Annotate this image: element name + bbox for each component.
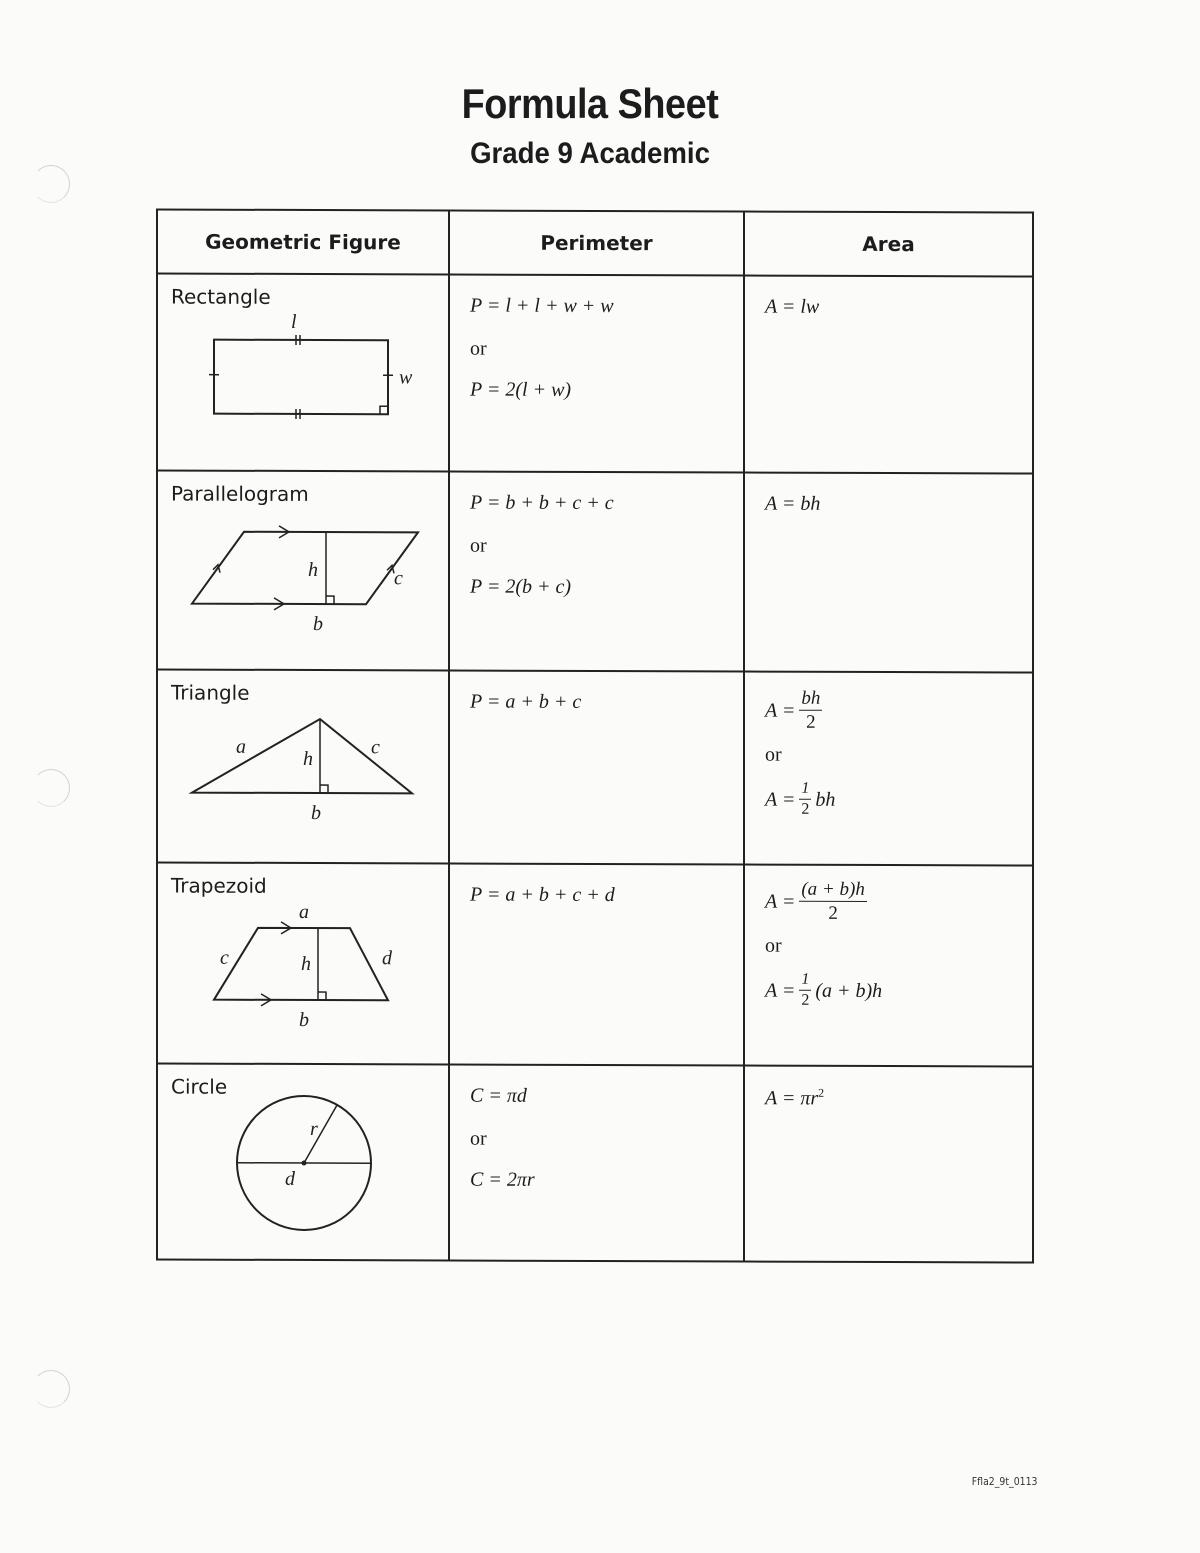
triangle-label-c: c	[371, 736, 380, 759]
triangle-area-tail: bh	[815, 788, 836, 811]
circle-circumference-formula-1: C = πd	[470, 1084, 527, 1107]
triangle-perimeter-formula: P = a + b + c	[470, 690, 582, 713]
parallelogram-diagram	[158, 471, 448, 669]
circle-area-base: A = πr	[765, 1087, 819, 1110]
parallelogram-perimeter-formula-2: P = 2(b + c)	[470, 575, 572, 598]
fraction-denominator: 2	[801, 800, 810, 818]
fraction-denominator: 2	[801, 991, 810, 1009]
rectangle-perimeter-or: or	[470, 337, 487, 360]
header-geometric-figure: Geometric Figure	[157, 209, 449, 274]
trapezoid-label-a: a	[299, 900, 309, 924]
parallelogram-figure-cell	[157, 470, 449, 670]
triangle-label-b: b	[311, 802, 321, 825]
trapezoid-area-formula-2	[765, 972, 1032, 1010]
table-row-circle	[157, 1063, 1033, 1262]
parallelogram-label-base: b	[313, 613, 323, 636]
trapezoid-area-lhs-2: A =	[765, 979, 796, 1002]
triangle-diagram	[158, 670, 448, 862]
triangle-label-a: a	[236, 735, 246, 758]
triangle-area-fraction-2	[799, 781, 811, 818]
circle-circumference-or: or	[470, 1127, 487, 1150]
header-area: Area	[744, 212, 1033, 277]
rectangle-perimeter-cell	[449, 274, 744, 472]
rectangle-area-cell	[744, 276, 1033, 474]
rectangle-perimeter-formula-2: P = 2(l + w)	[470, 378, 572, 401]
parallelogram-perimeter-formula-1: P = b + b + c + c	[470, 491, 614, 515]
triangle-area-lhs-2: A =	[765, 788, 796, 811]
triangle-label-h: h	[303, 747, 313, 771]
trapezoid-label-b: b	[299, 1008, 309, 1032]
punch-hole-middle	[32, 769, 70, 807]
header-perimeter: Perimeter	[449, 210, 744, 275]
trapezoid-area-fraction-1	[799, 880, 866, 923]
circle-diagram	[158, 1064, 448, 1259]
document-code: Ffla2_9t_0113	[971, 1475, 1038, 1488]
page-subtitle: Grade 9 Academic	[470, 137, 710, 170]
trapezoid-perimeter-formula: P = a + b + c + d	[470, 883, 615, 907]
table-header-row	[157, 209, 1033, 276]
parallelogram-perimeter-or: or	[470, 534, 487, 557]
trapezoid-area-formula-1	[765, 880, 1032, 924]
circle-perimeter-cell	[449, 1064, 744, 1261]
triangle-area-formula-1	[765, 689, 1032, 733]
fraction-numerator: bh	[799, 689, 822, 711]
rectangle-diagram	[158, 274, 448, 470]
formula-table	[156, 208, 1034, 1263]
triangle-area-lhs-1: A =	[765, 699, 796, 722]
trapezoid-area-cell	[744, 865, 1033, 1067]
fraction-numerator: 1	[799, 972, 811, 991]
circle-label-diameter: d	[285, 1167, 295, 1190]
parallelogram-label-side: c	[394, 567, 403, 590]
rectangle-area-formula: A = lw	[765, 295, 820, 318]
page-title: Formula Sheet	[461, 80, 719, 127]
figure-name-trapezoid: Trapezoid	[171, 873, 267, 898]
punch-hole-bottom	[32, 1370, 70, 1408]
parallelogram-label-height: h	[308, 558, 318, 582]
table-row-trapezoid	[157, 862, 1033, 1066]
figure-name-triangle: Triangle	[171, 680, 250, 705]
fraction-numerator: 1	[799, 781, 811, 800]
trapezoid-figure-cell	[157, 862, 449, 1064]
circle-figure-cell	[157, 1063, 449, 1260]
figure-name-circle: Circle	[171, 1074, 228, 1099]
trapezoid-label-h: h	[301, 952, 311, 976]
fraction-numerator: (a + b)h	[799, 880, 866, 902]
triangle-area-or: or	[765, 743, 782, 766]
trapezoid-area-or: or	[765, 934, 782, 957]
trapezoid-area-tail: (a + b)h	[815, 979, 883, 1002]
parallelogram-area-cell	[744, 473, 1033, 673]
circle-area-cell	[744, 1066, 1033, 1263]
triangle-figure-cell	[157, 669, 449, 863]
trapezoid-label-d: d	[382, 947, 392, 970]
fraction-denominator: 2	[828, 902, 838, 924]
triangle-area-fraction-1	[799, 689, 822, 732]
rectangle-label-width: w	[399, 366, 413, 389]
rectangle-perimeter-formula-1: P = l + l + w + w	[470, 294, 614, 318]
trapezoid-label-c: c	[220, 946, 229, 969]
parallelogram-area-formula: A = bh	[765, 492, 821, 515]
parallelogram-perimeter-cell	[449, 471, 744, 671]
circle-area-exponent: 2	[818, 1085, 825, 1100]
fraction-denominator: 2	[806, 711, 816, 733]
trapezoid-area-lhs-1: A =	[765, 890, 796, 913]
table-row-parallelogram	[157, 470, 1033, 672]
figure-name-parallelogram: Parallelogram	[171, 481, 309, 507]
triangle-area-cell	[744, 672, 1033, 866]
figure-name-rectangle: Rectangle	[171, 284, 271, 309]
trapezoid-diagram	[158, 863, 448, 1063]
trapezoid-area-fraction-2	[799, 972, 811, 1009]
rectangle-figure-cell	[157, 273, 449, 471]
triangle-perimeter-cell	[449, 670, 744, 864]
circle-area-formula	[765, 1087, 1032, 1110]
table-row-rectangle	[157, 273, 1033, 473]
trapezoid-perimeter-cell	[449, 863, 744, 1065]
circle-label-radius: r	[310, 1118, 318, 1141]
triangle-area-formula-2	[765, 781, 1032, 819]
rectangle-label-length: l	[291, 310, 297, 333]
circle-circumference-formula-2: C = 2πr	[470, 1168, 535, 1191]
table-row-triangle	[157, 669, 1033, 865]
